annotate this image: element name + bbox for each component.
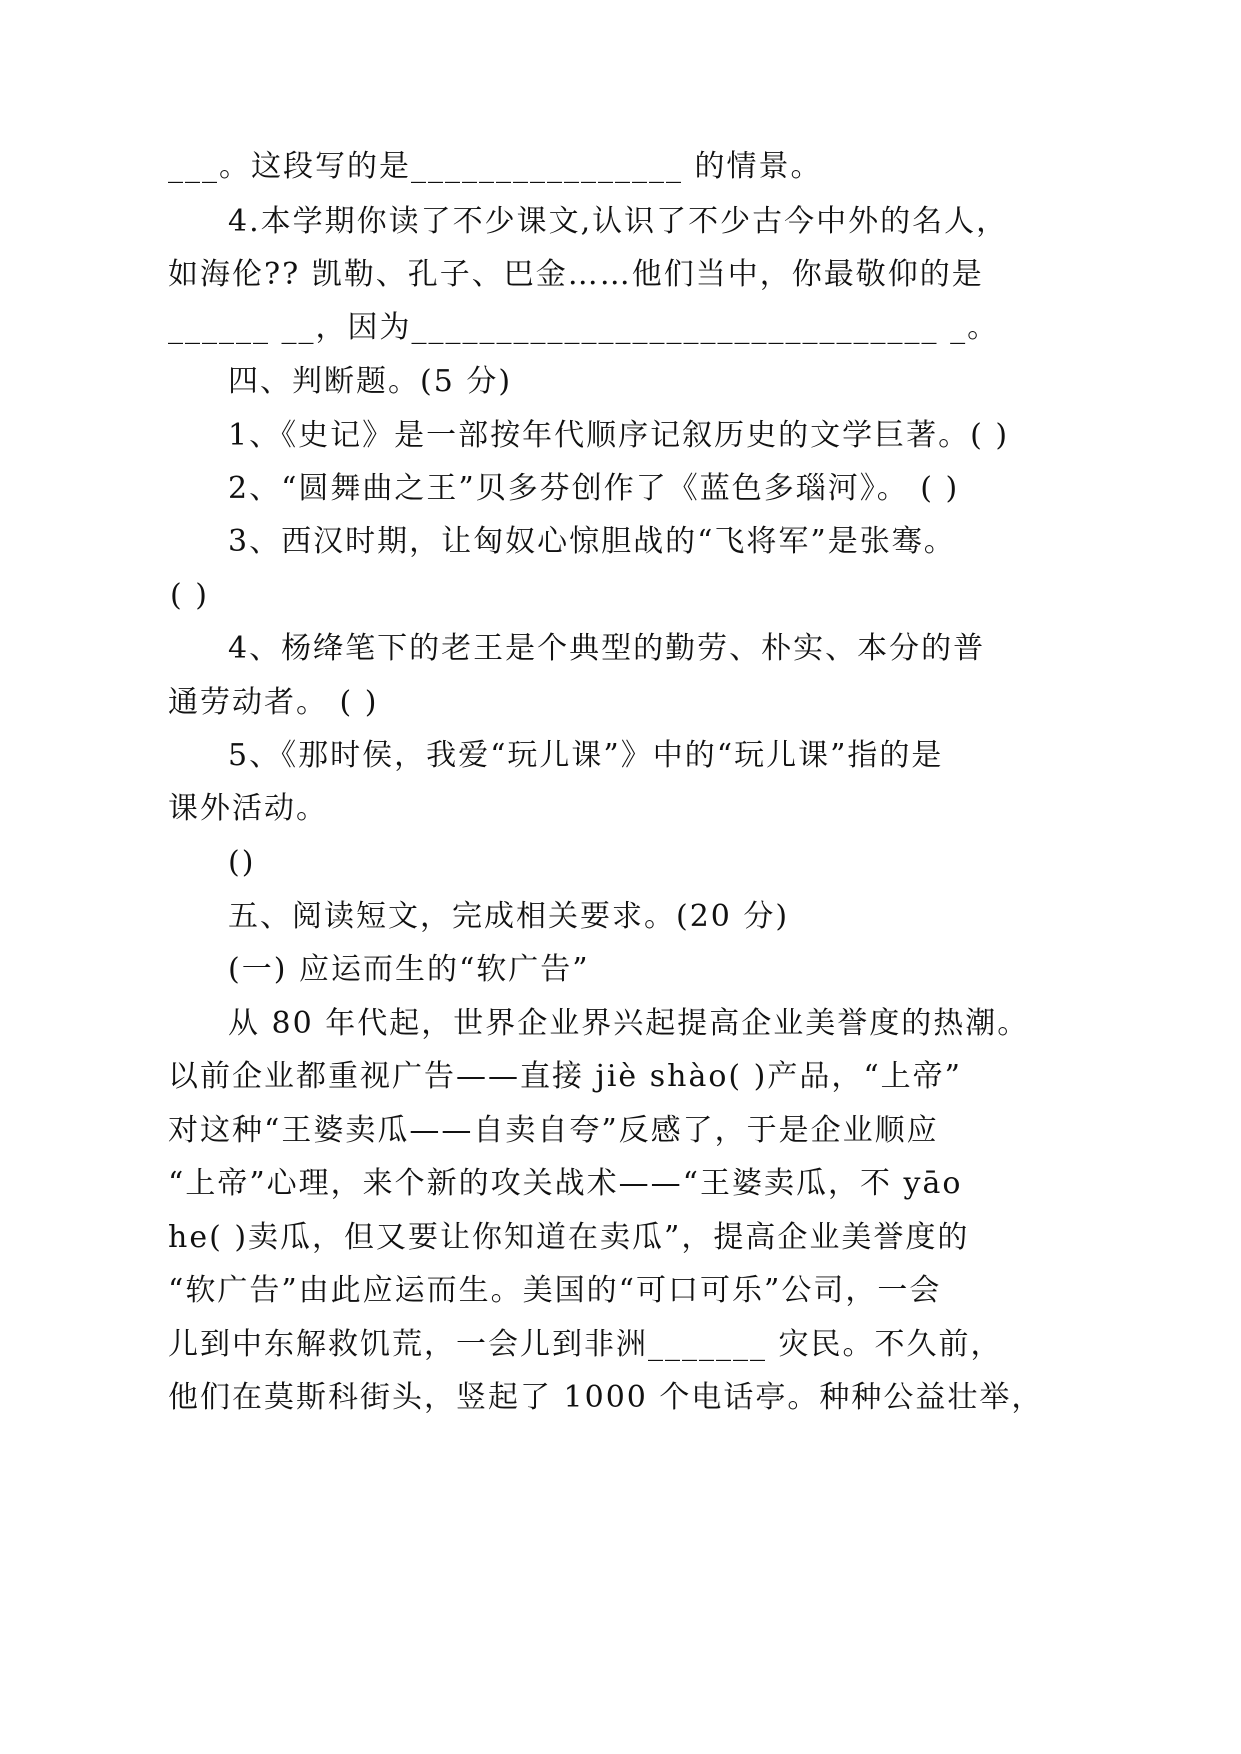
text-line: 通劳动者。 ( ) xyxy=(168,685,379,720)
passage-line: 儿到中东解救饥荒，一会儿到非洲_______ 灾民。不久前， xyxy=(168,1327,1003,1362)
passage-line: 对这种“王婆卖瓜——自卖自夸”反感了，于是企业顺应 xyxy=(168,1113,939,1148)
section-heading: 五、阅读短文，完成相关要求。(20 分) xyxy=(228,899,790,934)
passage-line: he( )卖瓜，但又要让你知道在卖瓜”，提高企业美誉度的 xyxy=(168,1220,970,1255)
passage-line: “上帝”心理，来个新的攻关战术——“王婆卖瓜，不 yāo xyxy=(168,1166,963,1201)
section-heading: 四、判断题。(5 分) xyxy=(228,364,513,399)
text-line: 如海伦?? 凯勒、孔子、巴金……他们当中，你最敬仰的是 xyxy=(168,257,984,292)
passage-line: 以前企业都重视广告——直接 jiè shào( )产品，“上帝” xyxy=(168,1059,963,1094)
text-line: ______ __，因为_______________________________ _。 xyxy=(168,310,1000,345)
text-line: 4.本学期你读了不少课文,认识了不少古今中外的名人， xyxy=(228,204,1009,239)
question-item: 3、西汉时期，让匈奴心惊胆战的“飞将军”是张骞。 xyxy=(228,524,956,559)
text-line: ( ) xyxy=(170,578,209,613)
passage-line: “软广告”由此应运而生。美国的“可口可乐”公司，一会 xyxy=(168,1273,942,1308)
passage-line: 从 80 年代起，世界企业界兴起提高企业美誉度的热潮。 xyxy=(228,1006,1030,1041)
passage-title: (一) 应运而生的“软广告” xyxy=(228,952,590,987)
question-item: 2、“圆舞曲之王”贝多芬创作了《蓝色多瑙河》。 ( ) xyxy=(228,471,960,506)
text-line: 课外活动。 xyxy=(168,791,328,826)
text-line: ___。这段写的是________________ 的情景。 xyxy=(168,149,823,184)
question-item: 5、《那时侯，我爱“玩儿课”》中的“玩儿课”指的是 xyxy=(228,738,944,773)
question-item: 4、杨绛笔下的老王是个典型的勤劳、朴实、本分的普 xyxy=(228,631,986,666)
text-line: () xyxy=(228,845,256,880)
question-item: 1、《史记》是一部按年代顺序记叙历史的文学巨著。( ) xyxy=(228,418,1010,453)
passage-line: 他们在莫斯科街头，竖起了 1000 个电话亭。种种公益壮举， xyxy=(168,1380,1044,1415)
